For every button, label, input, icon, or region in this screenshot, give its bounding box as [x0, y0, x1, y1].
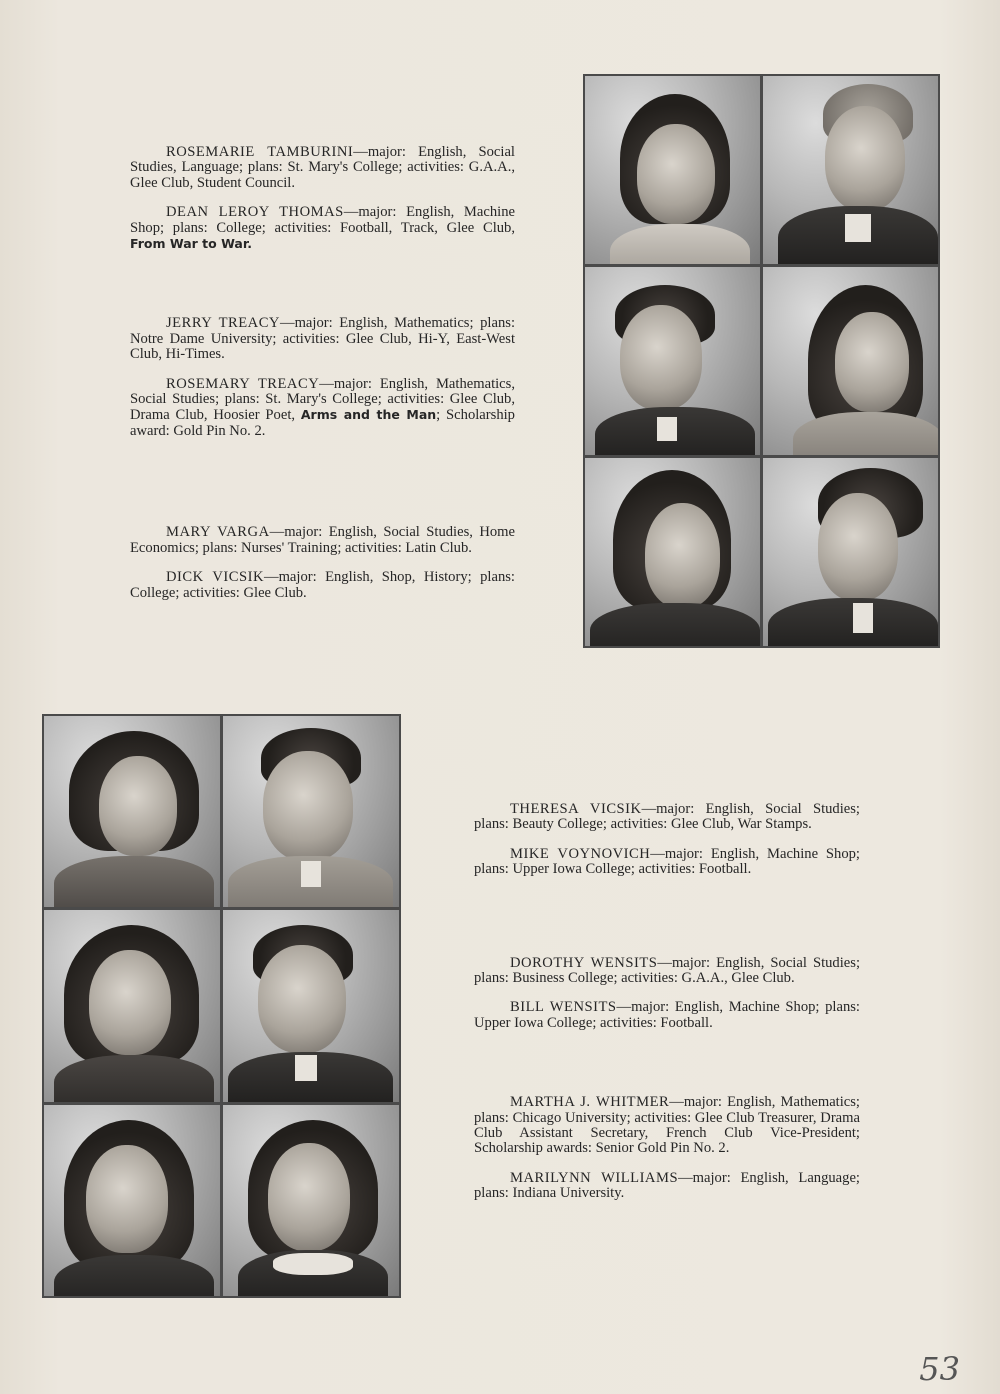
student-name: MIKE VOYNOVICH	[510, 845, 651, 862]
portrait-photo	[585, 458, 760, 646]
student-details: —major: English, Mathematics, Social Studies; plans: St. Mary's College; activities: Glee Club, Drama Club, Hoosier Poet,	[130, 375, 515, 424]
student-name: MARY VARGA	[166, 524, 270, 541]
student-details-tail: ; Scholarship award: Gold Pin No. 2.	[130, 407, 515, 439]
student-details: —major: English, Social Studies, Language; plans: St. Mary's College; activities: G.A.A., Glee Club, Student Council.	[130, 144, 515, 191]
student-name: ROSEMARY TREACY	[166, 375, 320, 392]
student-name: ROSEMARIE TAMBURINI	[166, 144, 354, 160]
bio-entry	[474, 847, 860, 878]
portrait-photo	[223, 716, 399, 907]
student-details: —major: English, Social Studies; plans: Business College; activities: G.A.A., Glee Club.	[474, 954, 860, 987]
student-details: —major: English, Social Studies; plans: Beauty College; activities: Glee Club, War Stamps.	[474, 801, 860, 833]
portrait-photo	[585, 267, 760, 455]
student-details: —major: English, Machine Shop; plans: College; activities: Football, Track, Glee Club,	[130, 204, 515, 236]
student-name: DEAN LEROY THOMAS	[166, 204, 344, 221]
bio-entry	[474, 956, 860, 987]
portrait-photo	[585, 76, 760, 264]
portrait-photo	[44, 910, 220, 1101]
bio-entry	[130, 316, 515, 362]
production-title: From War to War.	[130, 236, 252, 252]
student-name: MARTHA J. WHITMER	[510, 1094, 670, 1111]
bio-entry	[130, 205, 515, 252]
page-number: 53	[919, 1350, 960, 1388]
production-title: Arms and the Man	[300, 407, 437, 423]
student-name: DICK VICSIK	[166, 569, 264, 586]
bio-column-bottom	[474, 802, 860, 1216]
bio-entry	[130, 570, 515, 601]
bio-entry	[130, 377, 515, 440]
bio-column-top	[130, 145, 515, 615]
student-details: —major: English, Language; plans: Indiana University.	[474, 1169, 860, 1202]
portrait-photo	[223, 1105, 399, 1296]
student-details: —major: English, Mathematics; plans: Chicago University; activities: Glee Club Treasurer, Drama Club Assistant Secretary, French Club Vice-President; Scholarship awards: Senior Gold Pin No. 2.	[474, 1094, 860, 1157]
bio-entry	[474, 802, 860, 833]
student-details: —major: English, Mathematics; plans: Notre Dame University; activities: Glee Club, Hi-Y, East-West Club, Hi-Times.	[130, 315, 515, 363]
bio-entry	[130, 525, 515, 556]
student-details: —major: English, Shop, History; plans: College; activities: Glee Club.	[130, 569, 515, 601]
student-name: DOROTHY WENSITS	[510, 954, 658, 971]
bio-entry	[130, 145, 515, 191]
student-name: BILL WENSITS	[510, 999, 617, 1016]
photo-grid-top	[583, 74, 940, 648]
bio-entry	[474, 1000, 860, 1031]
bio-entry	[474, 1095, 860, 1157]
student-details: —major: English, Social Studies, Home Economics; plans: Nurses' Training; activities: Latin Club.	[130, 524, 515, 556]
portrait-photo	[223, 910, 399, 1101]
portrait-photo	[44, 716, 220, 907]
portrait-photo	[763, 76, 938, 264]
portrait-photo	[763, 267, 938, 455]
portrait-photo	[763, 458, 938, 646]
bio-entry	[474, 1171, 860, 1202]
student-details: —major: English, Machine Shop; plans: Upper Iowa College; activities: Football.	[474, 845, 860, 878]
student-name: MARILYNN WILLIAMS	[510, 1169, 679, 1186]
photo-grid-bottom	[42, 714, 401, 1298]
student-name: THERESA VICSIK	[510, 801, 642, 817]
student-details: —major: English, Machine Shop; plans: Upper Iowa College; activities: Football.	[474, 999, 860, 1031]
student-name: JERRY TREACY	[166, 315, 280, 332]
portrait-photo	[44, 1105, 220, 1296]
